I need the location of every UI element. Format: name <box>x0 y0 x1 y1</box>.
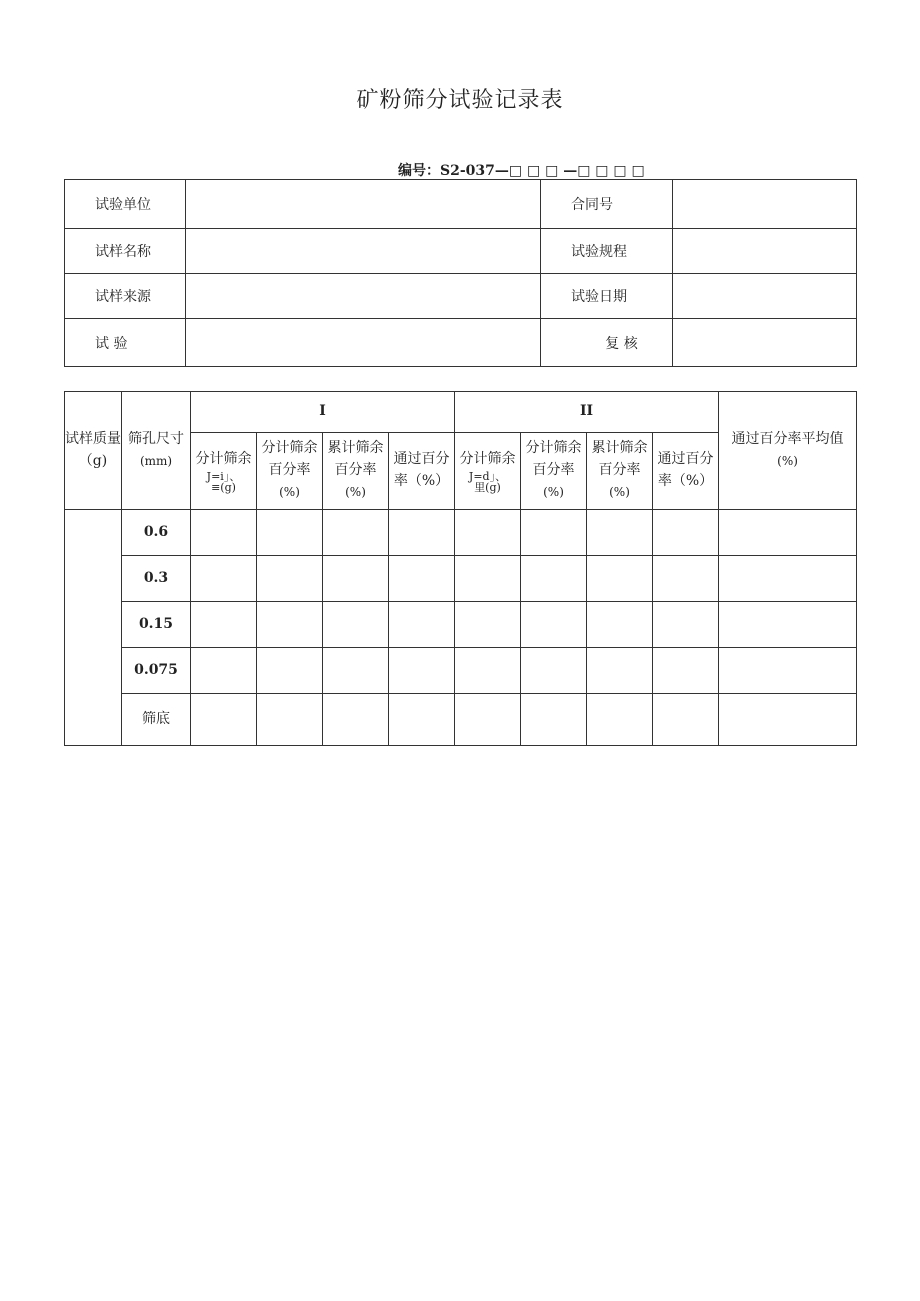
header-g1-cumulative-retained-pct <box>323 433 389 510</box>
data-entry-cell[interactable] <box>587 556 653 602</box>
data-entry-cell[interactable] <box>587 648 653 694</box>
data-entry-cell[interactable] <box>323 602 389 648</box>
data-entry-cell[interactable] <box>191 510 257 556</box>
data-entry-cell[interactable] <box>389 648 455 694</box>
data-entry-cell[interactable] <box>455 602 521 648</box>
header-g1-individual-retained-mass <box>191 433 257 510</box>
header-group-1: I <box>191 392 455 433</box>
header-text: 百分率 <box>268 462 311 479</box>
header-group-2: II <box>455 392 719 433</box>
data-entry-cell[interactable] <box>257 510 323 556</box>
header-text: 分计筛余 <box>195 451 252 468</box>
data-entry-cell[interactable] <box>257 602 323 648</box>
label-tester: 试 验 <box>65 319 186 367</box>
table-row <box>65 694 857 746</box>
data-entry-cell[interactable] <box>455 556 521 602</box>
data-entry-cell[interactable] <box>521 694 587 746</box>
data-entry-cell[interactable] <box>521 648 587 694</box>
sieve-table <box>64 391 857 746</box>
data-entry-cell[interactable] <box>191 556 257 602</box>
data-entry-cell[interactable] <box>653 556 719 602</box>
data-entry-cell[interactable] <box>257 556 323 602</box>
data-entry-cell[interactable] <box>653 648 719 694</box>
data-entry-cell[interactable] <box>257 648 323 694</box>
data-entry-cell[interactable] <box>323 510 389 556</box>
sieve-size-cell: 0.3 <box>122 556 191 602</box>
data-entry-cell[interactable] <box>389 602 455 648</box>
data-entry-cell[interactable] <box>455 694 521 746</box>
info-row <box>65 274 857 319</box>
page-title: 矿粉筛分试验记录表 <box>356 88 564 113</box>
header-average-pass <box>719 392 857 510</box>
data-entry-cell[interactable] <box>191 694 257 746</box>
header-text: 率（%） <box>657 473 714 489</box>
contract-no-field[interactable] <box>673 180 857 229</box>
sieve-body <box>65 510 857 746</box>
data-entry-cell[interactable] <box>389 510 455 556</box>
header-text: (%) <box>609 484 630 499</box>
info-row <box>65 180 857 229</box>
label-contract-no: 合同号 <box>541 180 673 229</box>
header-average-pass-unit: (%) <box>777 453 798 468</box>
header-average-pass-text: 通过百分率平均值 <box>731 430 844 447</box>
header-text: 百分率 <box>532 462 575 479</box>
label-sample-name: 试样名称 <box>65 229 186 274</box>
data-entry-cell[interactable] <box>191 648 257 694</box>
header-text: 分计筛余 <box>459 451 516 468</box>
header-g2-individual-retained-pct <box>521 433 587 510</box>
header-text: 分计筛余 <box>261 440 318 457</box>
data-entry-cell[interactable] <box>719 648 857 694</box>
data-entry-cell[interactable] <box>323 556 389 602</box>
data-entry-cell[interactable] <box>389 694 455 746</box>
table-row <box>65 648 857 694</box>
header-text: 累计筛余 <box>327 440 384 457</box>
header-sieve-size-text: 筛孔尺寸 <box>128 430 184 447</box>
header-g2-passing-pct <box>653 433 719 510</box>
header-g2-cumulative-retained-pct <box>587 433 653 510</box>
header-text: (%) <box>279 484 300 499</box>
data-entry-cell[interactable] <box>719 510 857 556</box>
header-sample-mass <box>65 392 122 510</box>
data-entry-cell[interactable] <box>653 510 719 556</box>
info-row <box>65 229 857 274</box>
header-text: 通过百分 <box>393 451 450 468</box>
label-test-spec: 试验规程 <box>541 229 673 274</box>
header-sample-mass-text: 试样质量（g) <box>65 430 121 469</box>
data-entry-cell[interactable] <box>521 556 587 602</box>
data-entry-cell[interactable] <box>521 602 587 648</box>
header-text: 百分率 <box>334 462 377 479</box>
reviewer-field[interactable] <box>673 319 857 367</box>
label-test-date: 试验日期 <box>541 274 673 319</box>
data-entry-cell[interactable] <box>653 694 719 746</box>
data-entry-cell[interactable] <box>455 648 521 694</box>
header-g1-passing-pct <box>389 433 455 510</box>
header-g2-individual-retained-mass <box>455 433 521 510</box>
header-text: 通过百分 <box>657 451 714 468</box>
sample-mass-cell[interactable] <box>65 510 122 746</box>
header-text: J=d」、 <box>468 469 507 483</box>
data-entry-cell[interactable] <box>521 510 587 556</box>
data-entry-cell[interactable] <box>191 602 257 648</box>
data-entry-cell[interactable] <box>323 694 389 746</box>
data-entry-cell[interactable] <box>587 694 653 746</box>
label-reviewer: 复 核 <box>541 319 673 367</box>
form-code: 编号：S2-037—□ □ □ —□ □ □ □ <box>398 163 645 179</box>
sieve-size-cell: 筛底 <box>122 694 191 746</box>
tester-field[interactable] <box>186 319 541 367</box>
test-unit-field[interactable] <box>186 180 541 229</box>
header-sieve-size-unit: (mm) <box>139 453 173 468</box>
test-spec-field[interactable] <box>673 229 857 274</box>
test-date-field[interactable] <box>673 274 857 319</box>
label-sample-source: 试样来源 <box>65 274 186 319</box>
header-text: 率（%） <box>393 473 450 489</box>
data-entry-cell[interactable] <box>719 602 857 648</box>
table-row <box>65 556 857 602</box>
label-test-unit: 试验单位 <box>65 180 186 229</box>
header-text: 分计筛余 <box>525 440 582 457</box>
header-text: (%) <box>345 484 366 499</box>
data-entry-cell[interactable] <box>587 510 653 556</box>
header-text: ≡(g) <box>211 480 236 494</box>
header-sieve-size <box>122 392 191 510</box>
data-entry-cell[interactable] <box>323 648 389 694</box>
sample-source-field[interactable] <box>186 274 541 319</box>
data-entry-cell[interactable] <box>455 510 521 556</box>
data-entry-cell[interactable] <box>719 694 857 746</box>
data-entry-cell[interactable] <box>389 556 455 602</box>
header-g1-individual-retained-pct <box>257 433 323 510</box>
table-row <box>65 602 857 648</box>
header-text: 里(g) <box>474 480 501 494</box>
info-table <box>64 179 857 367</box>
header-text: (%) <box>543 484 564 499</box>
info-row <box>65 319 857 367</box>
table-row <box>65 510 857 556</box>
data-entry-cell[interactable] <box>653 602 719 648</box>
data-entry-cell[interactable] <box>719 556 857 602</box>
data-entry-cell[interactable] <box>257 694 323 746</box>
data-entry-cell[interactable] <box>587 602 653 648</box>
header-text: J=i」、 <box>206 469 241 483</box>
header-text: 百分率 <box>598 462 641 479</box>
sample-name-field[interactable] <box>186 229 541 274</box>
sieve-size-cell: 0.15 <box>122 602 191 648</box>
sieve-size-cell: 0.6 <box>122 510 191 556</box>
header-text: 累计筛余 <box>591 440 648 457</box>
sieve-size-cell: 0.075 <box>122 648 191 694</box>
